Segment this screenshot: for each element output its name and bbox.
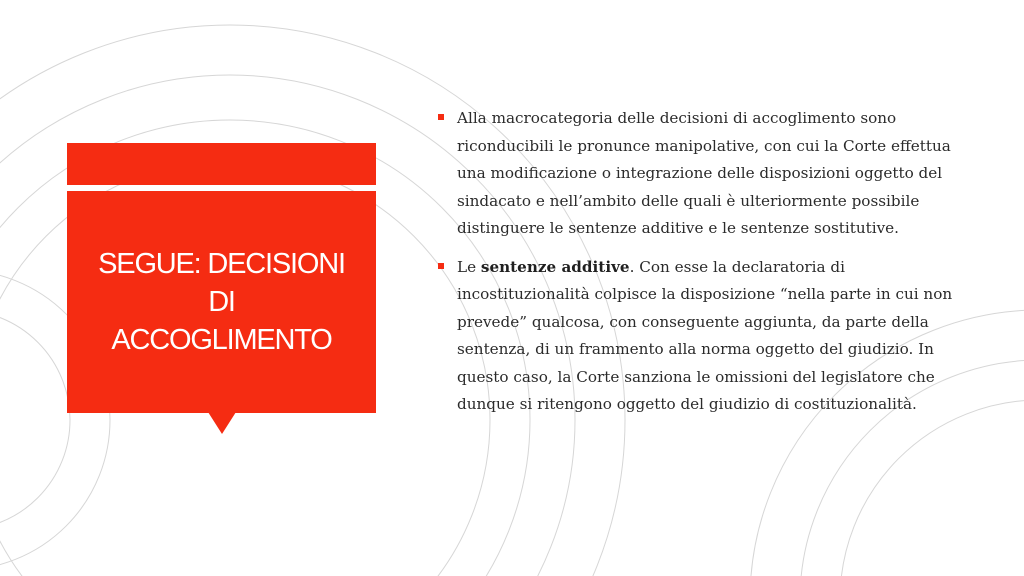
bullet-list	[437, 105, 957, 419]
bullet-text-prefix: Le	[457, 257, 481, 276]
bullet-text-bold: sentenze additive	[480, 257, 630, 276]
bullet-item	[437, 254, 957, 419]
title-accent-strip	[67, 143, 376, 185]
slide-title-line-3: ACCOGLIMENTO	[111, 324, 332, 356]
bullet-square-icon	[438, 263, 444, 269]
bullet-item	[437, 105, 957, 243]
bullet-text-rest: . Con esse la declaratoria di incostituzionalità colpisce la disposizione “nella parte in cui non prevede” qualcosa, con conseguente aggiunta, da parte della sentenza, di un frammento alla norma oggetto del giudizio. In questo caso, la Corte sanziona le omissioni del legislatore che dunque si ritengono oggetto del giudizio di costituzionalità.	[457, 257, 953, 413]
slide-title-line-2: DI	[208, 286, 235, 318]
slide-title	[77, 245, 367, 359]
bullet-square-icon	[438, 114, 444, 120]
slide-title-line-1: SEGUE: DECISIONI	[98, 248, 345, 280]
bullet-text: Alla macrocategoria delle decisioni di accoglimento sono riconducibili le pronunce manipolative, con cui la Corte effettua una modificazione o integrazione delle disposizioni oggetto del sindacato e nell’ambito delle quali è ulteriormente possibile distinguere le sentenze additive e le sentenze sostitutive.	[457, 109, 951, 237]
title-box	[67, 191, 376, 413]
title-box-pointer	[208, 412, 236, 434]
